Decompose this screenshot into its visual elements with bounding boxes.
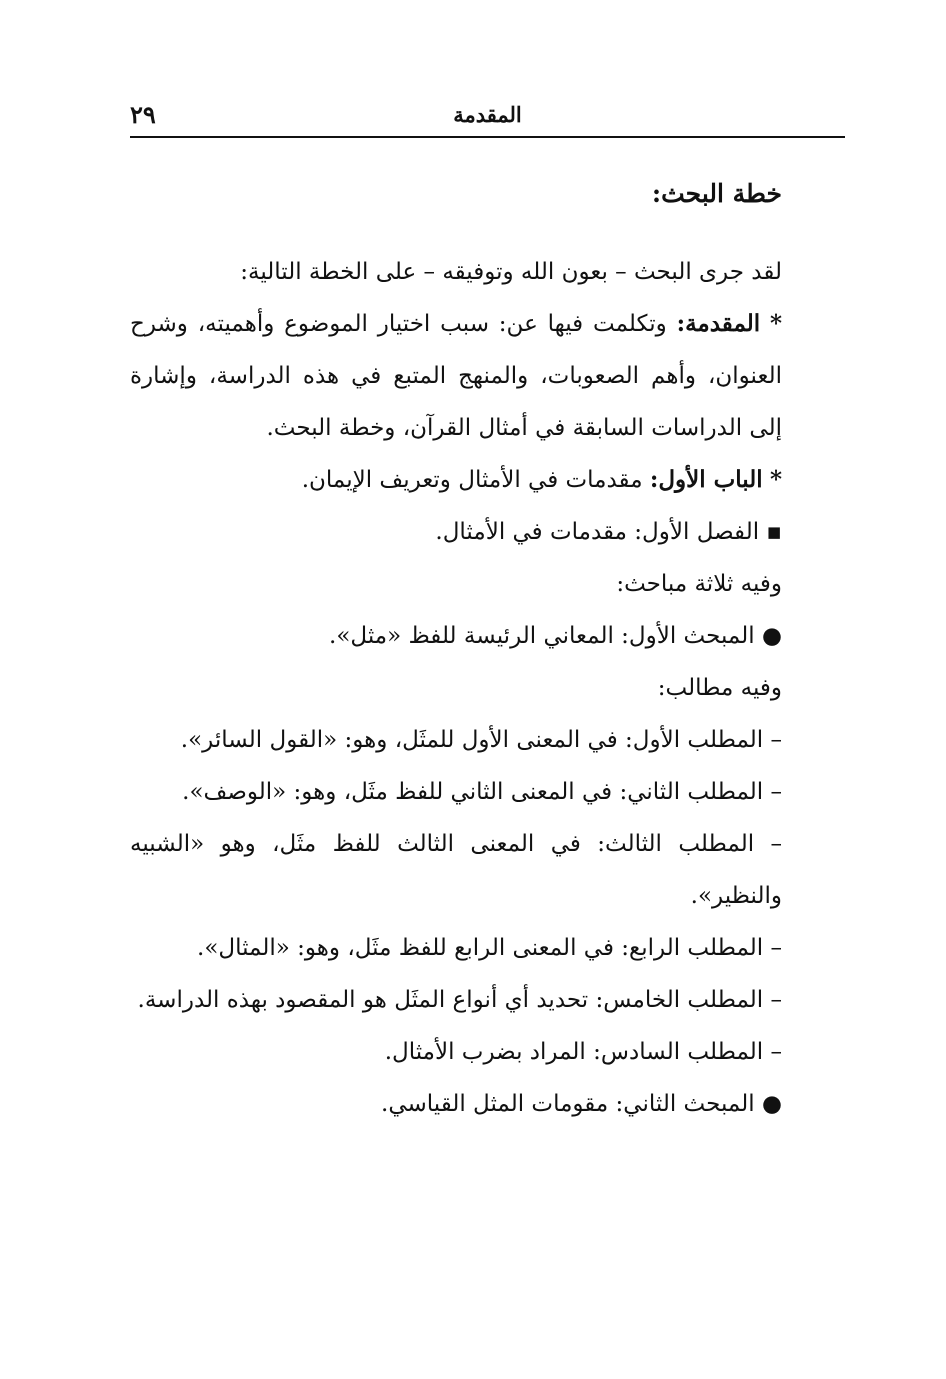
page-number: ٢٩ xyxy=(130,100,156,129)
matlab-item: – المطلب الخامس: تحديد أي أنواع المثَل هو المقصود بهذه الدراسة. xyxy=(137,987,782,1013)
header-title: المقدمة xyxy=(453,102,522,127)
mabhath1-sub: وفيه مطالب: xyxy=(657,675,782,701)
fasl-paragraph xyxy=(130,506,782,558)
intro-paragraph: لقد جرى البحث – بعون الله وتوفيقه – على الخطة التالية: xyxy=(240,259,782,285)
mabhath1-paragraph xyxy=(130,610,782,662)
muqaddima-paragraph xyxy=(130,298,782,454)
bullet-marker: ● xyxy=(761,1091,782,1117)
bab-paragraph xyxy=(130,454,782,506)
matlab-item: – المطلب الثالث: في المعنى الثالث للفظ مثَل، وهو «الشبيه والنظير». xyxy=(130,831,782,909)
matlab-item: – المطلب الثاني: في المعنى الثاني للفظ مثَل، وهو: «الوصف». xyxy=(182,779,782,805)
matlab-item: – المطلب السادس: المراد بضرب الأمثال. xyxy=(384,1039,782,1065)
bab-label: الباب الأول: xyxy=(649,466,763,493)
square-marker: ▪ xyxy=(766,519,782,545)
page-body xyxy=(130,168,782,1130)
star-marker: * xyxy=(769,466,782,493)
bullet-marker: ● xyxy=(761,623,782,649)
mabhath2-text: المبحث الثاني: مقومات المثل القياسي. xyxy=(381,1091,755,1117)
running-header xyxy=(130,96,845,136)
matlab-item: – المطلب الأول: في المعنى الأول للمثَل، وهو: «القول السائر». xyxy=(180,727,782,753)
star-marker: * xyxy=(770,310,783,337)
section-heading: خطة البحث: xyxy=(651,179,782,208)
mabhath2-paragraph xyxy=(130,1078,782,1130)
mabhath1-text: المبحث الأول: المعاني الرئيسة للفظ «مثل». xyxy=(329,623,755,649)
bab-text: مقدمات في الأمثال وتعريف الإيمان. xyxy=(301,467,643,493)
header-rule xyxy=(130,136,845,138)
muqaddima-text: وتكلمت فيها عن: سبب اختيار الموضوع وأهميته، وشرح العنوان، وأهم الصعوبات، والمنهج المتبع في هذه الدراسة، وإشارة إلى الدراسات السابقة في أمثال القرآن، وخطة البحث. xyxy=(130,311,782,441)
fasl-text: الفصل الأول: مقدمات في الأمثال. xyxy=(435,519,760,545)
fasl-sub: وفيه ثلاثة مباحث: xyxy=(616,571,782,597)
muqaddima-label: المقدمة: xyxy=(676,310,761,337)
matlab-item: – المطلب الرابع: في المعنى الرابع للفظ مثَل، وهو: «المثال». xyxy=(197,935,782,961)
